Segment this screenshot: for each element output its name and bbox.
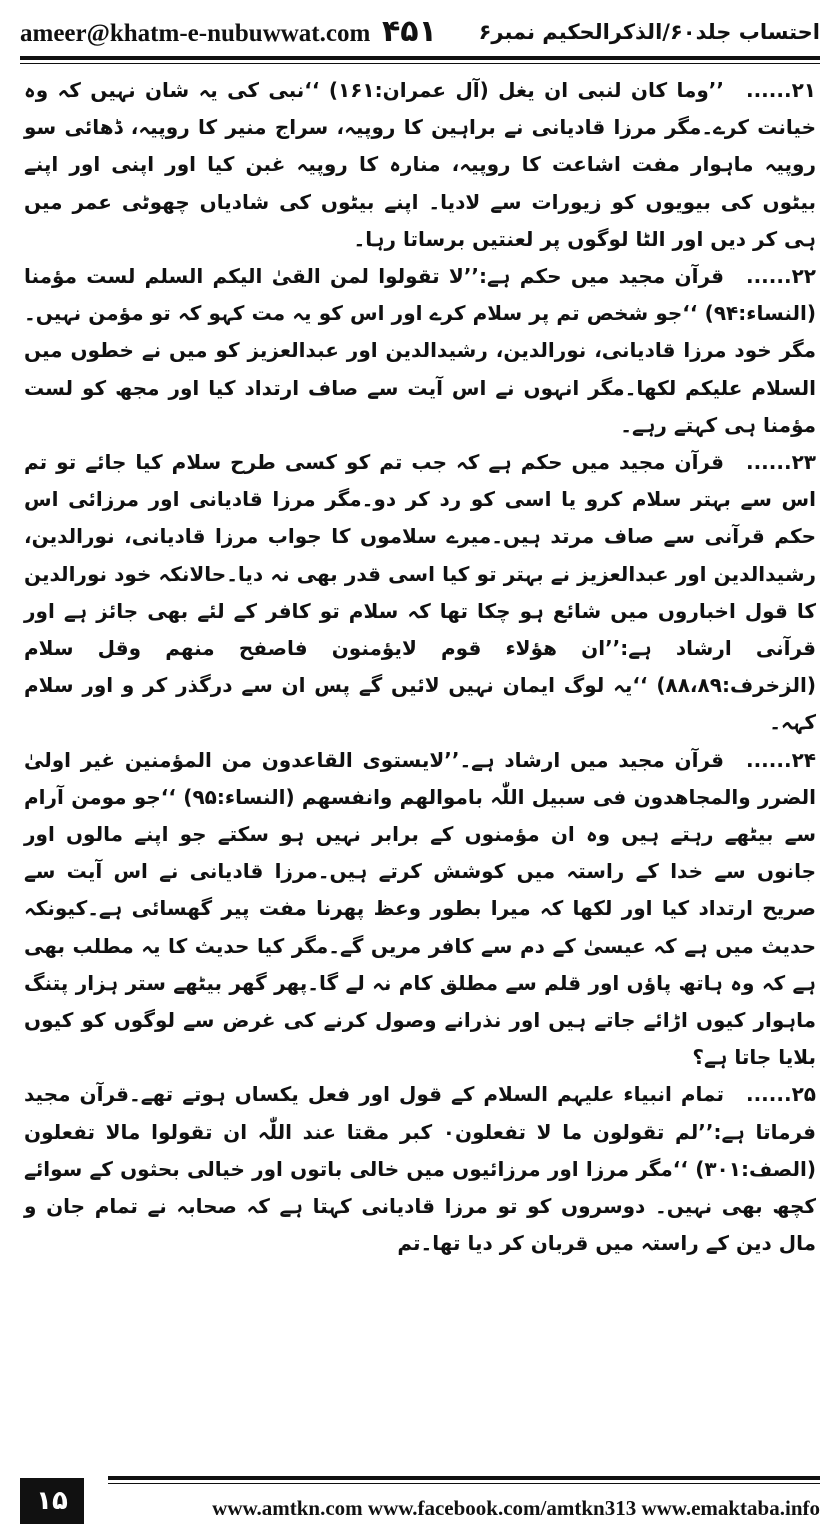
paragraph-number: ۲۲...... [745, 264, 816, 289]
paragraph-number: ۲۳...... [745, 450, 816, 475]
page-footer [20, 1476, 820, 1528]
paragraph-number: ۲۵...... [745, 1082, 816, 1107]
paragraph-number: ۲۱...... [745, 78, 816, 102]
paragraph-number: ۲۴...... [745, 747, 816, 772]
footer-page-number: ۱۵ [20, 1478, 84, 1524]
paragraph-22 [24, 258, 816, 444]
paragraph-25 [24, 1076, 816, 1262]
paragraph-text: ’’وما کان لنبی ان یغل (آل عمران:۱۶۱) ‘‘نبی کی یہ شان نہیں کہ وہ خیانت کرے۔مگر مرزا قادیانی نے براہین کا روپیہ، سراج منیر کا روپیہ، ڈھائی سو روپیہ ماہوار مفت اشاعت کا روپیہ، منارہ کا روپیہ غبن کیا اور اپنی اور اپنے بیٹوں کی بیویوں کو زیورات سے لادیا۔ اپنے بیٹوں کی شادیاں چھوٹی عمر میں ہی کر دیں اور الٹا لوگوں پر لعنتیں برساتا رہا۔ [24, 78, 816, 251]
paragraph-text: قرآن مجید میں ارشاد ہے۔’’لایستوی القاعدون من المؤمنین غیر اولیٰ الضرر والمجاھدون فی سبیل اللّٰہ باموالھم وانفسھم (النساء:۹۵) ‘‘جو مومن آرام سے بیٹھے رہتے ہیں وہ ان مؤمنوں کے برابر نہیں ہو سکتے جو اپنے مالوں اور جانوں سے خدا کے راستہ میں کوشش کرتے ہیں۔مرزا قادیانی نے اس آیت سے صریح ارتداد کیا اور لکھا کہ میرا بطور وعظ پھرنا مفت پیر گھسائی ہے۔کیونکہ حدیث میں ہے کہ عیسیٰ کے دم سے کافر مریں گے۔مگر کیا حدیث کا یہ مطلب بھی ہے کہ وہ ہاتھ پاؤں اور قلم سے مطلق کام نہ لے گا۔پھر گھر بیٹھے ستر ہزار پتنگ ماہوار کیوں اڑائے جاتے ہیں اور نذرانے وصول کرنے کی غرض سے لوگوں کو کیوں بلایا جاتا ہے؟ [24, 747, 816, 1070]
footer-rule-thin [108, 1483, 820, 1484]
footer-links: www.amtkn.com www.facebook.com/amtkn313 www.emaktaba.info [212, 1496, 820, 1520]
header-title: احتساب جلد۶۰/الذکرالحکیم نمبر۶ [478, 20, 820, 44]
footer-rule [108, 1476, 820, 1480]
page-body [24, 72, 816, 1263]
header-email: ameer@khatm-e-nubuwwat.com [20, 20, 371, 47]
paragraph-text: قرآن مجید میں حکم ہے کہ جب تم کو کسی طرح سلام کیا جائے تو تم اس سے بہتر سلام کرو یا اسی کو رد کر دو۔مگر مرزا قادیانی اور مرزائی اس حکم قرآنی سے صاف مرتد ہیں۔میرے سلاموں کا جواب مرزا قادیانی، نورالدین، رشیدالدین اور عبدالعزیز نے بہتر تو کیا اسی قدر بھی نہ دیا۔حالانکہ خود نورالدین کا قول اخباروں میں شائع ہو چکا تھا کہ سلام تو کافر کے لئے بھی جائز ہے اور قرآنی ارشاد ہے:’’ان ھؤلاء قوم لایؤمنون فاصفح منھم وقل سلام (الزخرف:۸۸،۸۹) ‘‘یہ لوگ ایمان نہیں لائیں گے پس ان سے درگذر کر و اور سلام کہہ۔ [24, 450, 816, 735]
header-page-number: ۴۵۱ [382, 14, 437, 49]
header-rule-thin [20, 63, 820, 64]
paragraph-21 [24, 72, 816, 258]
header-rule [20, 56, 820, 60]
paragraph-23 [24, 444, 816, 742]
paragraph-text: قرآن مجید میں حکم ہے:’’لا تقولوا لمن القیٰ الیکم السلم لست مؤمنا (النساء:۹۴) ‘‘جو شخص تم پر سلام کرے اور اس کو یہ مت کہو کہ تو مؤمن نہیں۔مگر خود مرزا قادیانی، نورالدین، رشیدالدین اور عبدالعزیز کو میں نے خطوں میں السلام علیکم لکھا۔مگر انہوں نے اس آیت سے صاف ارتداد کیا اور مجھ کو لست مؤمنا ہی کہتے رہے۔ [24, 264, 816, 437]
paragraph-24 [24, 742, 816, 1077]
page-header [20, 14, 820, 60]
paragraph-text: تمام انبیاء علیہم السلام کے قول اور فعل یکساں ہوتے تھے۔قرآن مجید فرماتا ہے:’’لم تقولون ما لا تفعلون۰ کبر مقتا عند اللّٰہ ان تقولوا مالا تفعلون (الصف:۳۰۱) ‘‘مگر مرزا اور مرزائیوں میں خالی باتوں اور خیالی بحثوں کے سوائے کچھ بھی نہیں۔ دوسروں کو تو مرزا قادیانی کہتا ہے کہ صحابہ نے تمام جان و مال دین کے راستہ میں قربان کر دیا تھا۔تم [24, 1082, 817, 1256]
